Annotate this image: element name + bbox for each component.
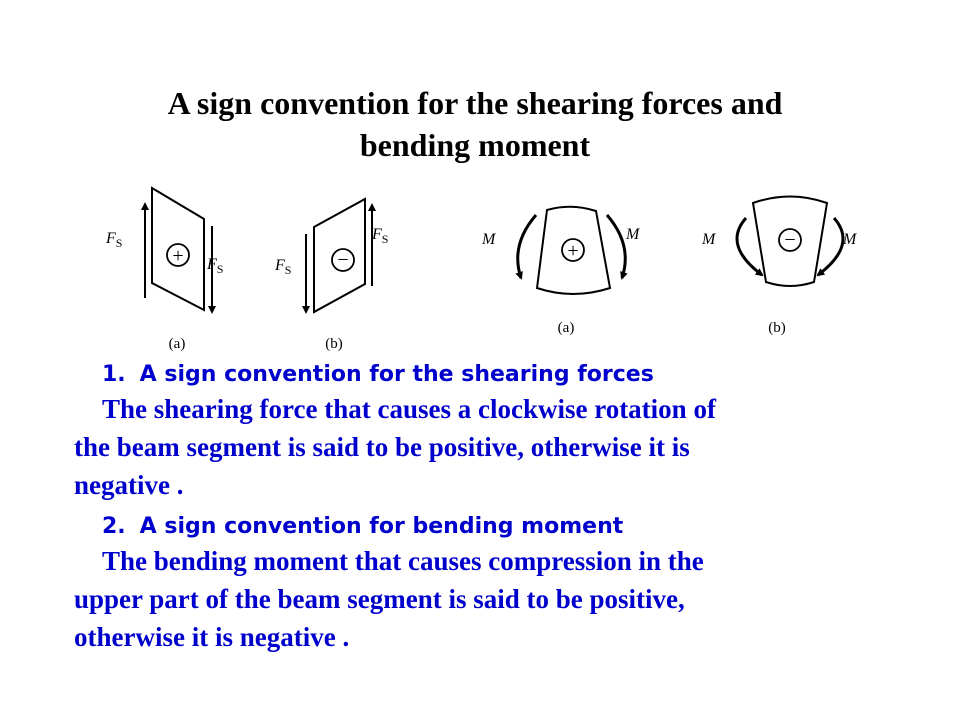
m-label-left-a: M [482, 231, 496, 248]
shear-diagram-a [105, 188, 223, 352]
moment-diagram-a [481, 207, 641, 336]
fs-label-right-a: $F_S$ [207, 256, 224, 276]
section-2-line-3: otherwise it is negative . [74, 622, 350, 652]
moment-arrow-left-b [737, 218, 762, 275]
title-line-1: A sign convention for the shearing forces and [167, 85, 783, 121]
moment-arrow-left-a [518, 215, 536, 278]
m-label-left-b: M [702, 231, 716, 248]
section-1-line-1: The shearing force that causes a clockwise rotation of [102, 394, 716, 424]
m-label-right-b: M [843, 231, 857, 248]
minus-sign-b: − [337, 249, 349, 271]
moment-arrow-right-b [818, 218, 843, 275]
section-2-line-1: The bending moment that causes compression in the [102, 546, 704, 576]
section-2-number: 2. [102, 514, 126, 539]
shear-caption-b: (b) [325, 336, 343, 352]
section-1-line-2: the beam segment is said to be positive, otherwise it is [74, 432, 690, 462]
fs-label-right-b: $F_S$ [372, 226, 389, 246]
section-2-heading [74, 512, 874, 542]
m-label-right-a: M [626, 226, 640, 243]
section-1 [74, 360, 874, 504]
fs-label-left-b: $F_S$ [275, 257, 292, 277]
fs-label-left-a: $F_S$ [106, 230, 123, 250]
plus-sign-moment-a: + [567, 240, 579, 262]
moment-caption-b: (b) [768, 320, 786, 336]
moment-arrow-right-a [607, 215, 625, 278]
minus-sign-moment-b: − [784, 229, 796, 251]
section-1-body [74, 390, 874, 504]
shear-diagram-b [274, 199, 388, 352]
title-line-2: bending moment [359, 127, 591, 163]
moment-caption-a: (a) [557, 320, 575, 336]
section-2-body [74, 542, 874, 656]
shear-caption-a: (a) [168, 336, 186, 352]
section-1-line-3: negative . [74, 470, 184, 500]
section-2-line-2: upper part of the beam segment is said to be positive, [74, 584, 685, 614]
section-1-number: 1. [102, 362, 126, 387]
moment-diagram-b [701, 197, 858, 337]
section-1-heading-text: A sign convention for the shearing forces [139, 362, 654, 387]
section-2-heading-text: A sign convention for bending moment [139, 514, 624, 539]
section-2 [74, 512, 874, 656]
section-1-heading [74, 360, 874, 390]
plus-sign-a: + [172, 245, 184, 267]
